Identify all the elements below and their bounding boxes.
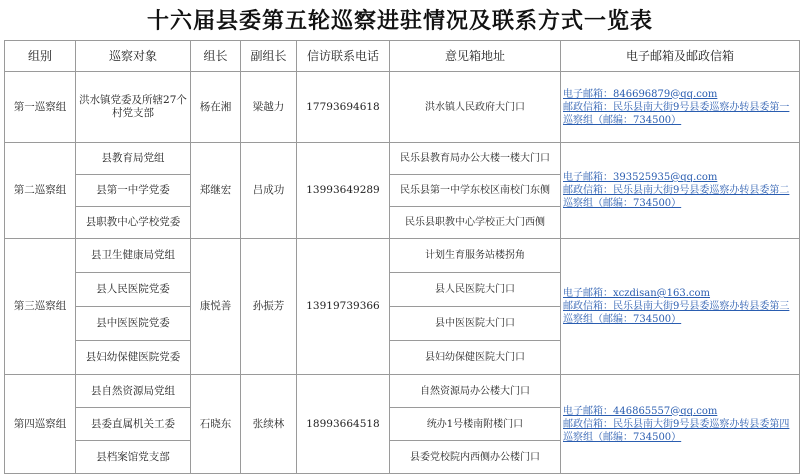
group-deputy: 梁越力: [241, 72, 297, 143]
table-row: [5, 375, 800, 408]
petition-phone: 18993664518: [297, 375, 390, 474]
opinion-box-address: 自然资源局办公楼大门口: [390, 375, 561, 408]
page-title: 十六届县委第五轮巡察进驻情况及联系方式一览表: [146, 8, 653, 34]
header-deputy: 副组长: [241, 41, 297, 72]
petition-phone: 13919739366: [297, 239, 390, 375]
group-name: 第二巡察组: [5, 143, 76, 239]
inspection-target: 县妇幼保健医院党委: [76, 341, 191, 375]
header-leader: 组长: [191, 41, 241, 72]
inspection-target: 县自然资源局党组: [76, 375, 191, 408]
postal-link[interactable]: 邮政信箱：民乐县南大街9号县委巡察办转县委第三巡察组（邮编：734500）: [563, 301, 790, 325]
inspection-target: 县档案馆党支部: [76, 441, 191, 474]
inspection-target: 县委直属机关工委: [76, 408, 191, 441]
opinion-box-address: 民乐县教育局办公大楼一楼大门口: [390, 143, 561, 175]
opinion-box-address: 县人民医院大门口: [390, 273, 561, 307]
header-row: [5, 41, 800, 72]
postal-link[interactable]: 邮政信箱：民乐县南大街9号县委巡察办转县委第四巡察组（邮编：734500）: [563, 418, 790, 443]
inspection-target: 县职教中心学校党委: [76, 207, 191, 239]
opinion-box-address: 民乐县第一中学东校区南校门东侧: [390, 175, 561, 207]
opinion-box-address: 民乐县职教中心学校正大门西侧: [390, 207, 561, 239]
group-name: 第四巡察组: [5, 375, 76, 474]
opinion-box-address: 县妇幼保健医院大门口: [390, 341, 561, 375]
group-deputy: 张续林: [241, 375, 297, 474]
mail-cell: [561, 143, 800, 239]
group-name: 第三巡察组: [5, 239, 76, 375]
group-leader: 杨在湘: [191, 72, 241, 143]
group-deputy: 孙振芳: [241, 239, 297, 375]
inspection-target: 县第一中学党委: [76, 175, 191, 207]
opinion-box-address: 洪水镇人民政府大门口: [390, 72, 561, 143]
group-name: 第一巡察组: [5, 72, 76, 143]
inspection-target: 县中医医院党委: [76, 307, 191, 341]
email-link[interactable]: 电子邮箱：xczdisan@163.com: [563, 288, 711, 299]
header-box: 意见箱地址: [390, 41, 561, 72]
table-row: [5, 239, 800, 273]
inspection-target: 县教育局党组: [76, 143, 191, 175]
opinion-box-address: 计划生育服务站楼拐角: [390, 239, 561, 273]
header-mail: 电子邮箱及邮政信箱: [561, 41, 800, 72]
group-leader: 郑继宏: [191, 143, 241, 239]
mail-cell: [561, 375, 800, 474]
group-leader: 石晓东: [191, 375, 241, 474]
petition-phone: 13993649289: [297, 143, 390, 239]
postal-link[interactable]: 邮政信箱：民乐县南大街9号县委巡察办转县委第一巡察组（邮编：734500）: [563, 101, 790, 126]
postal-link[interactable]: 邮政信箱：民乐县南大街9号县委巡察办转县委第二巡察组（邮编：734500）: [563, 185, 790, 209]
mail-cell: [561, 239, 800, 375]
group-leader: 康悦善: [191, 239, 241, 375]
inspection-target: 县人民医院党委: [76, 273, 191, 307]
table-row: [5, 143, 800, 175]
email-link[interactable]: 电子邮箱：393525935@qq.com: [563, 172, 718, 183]
inspection-table: [4, 40, 800, 474]
inspection-target: 洪水镇党委及所辖27个村党支部: [76, 72, 191, 143]
opinion-box-address: 统办1号楼南附楼门口: [390, 408, 561, 441]
opinion-box-address: 县中医医院大门口: [390, 307, 561, 341]
opinion-box-address: 县委党校院内西侧办公楼门口: [390, 441, 561, 474]
header-group: 组别: [5, 41, 76, 72]
group-deputy: 吕成功: [241, 143, 297, 239]
petition-phone: 17793694618: [297, 72, 390, 143]
header-phone: 信访联系电话: [297, 41, 390, 72]
mail-cell: [561, 72, 800, 143]
header-target: 巡察对象: [76, 41, 191, 72]
inspection-target: 县卫生健康局党组: [76, 239, 191, 273]
email-link[interactable]: 电子邮箱：446865557@qq.com: [563, 405, 718, 417]
table-row: [5, 72, 800, 143]
email-link[interactable]: 电子邮箱：846696879@qq.com: [563, 88, 718, 100]
